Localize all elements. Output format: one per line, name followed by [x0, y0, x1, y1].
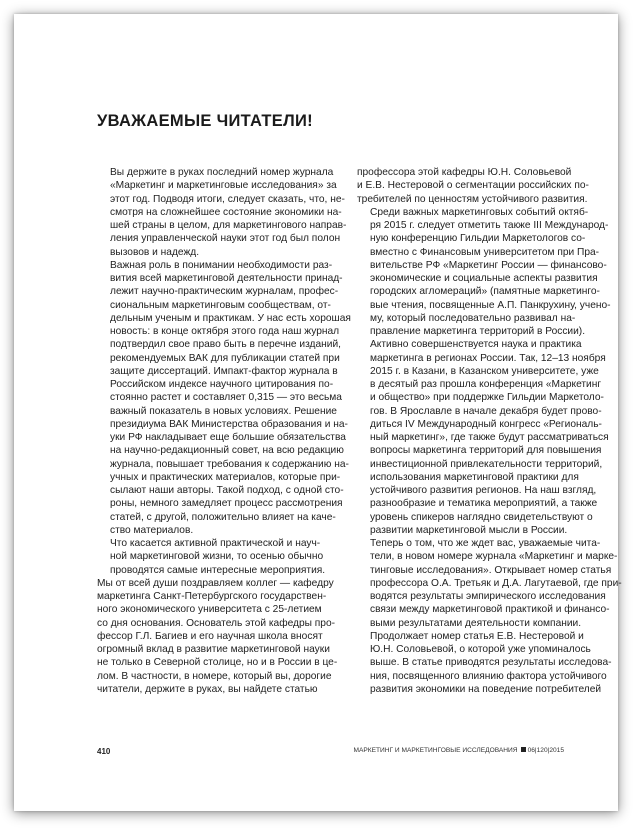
text-line: му, который последовательно развивал на- — [370, 312, 576, 324]
text-line: не только в Северной столице, но и в России в це- — [97, 657, 338, 669]
text-line: проводятся самые интересные мероприятия. — [110, 564, 326, 576]
text-line: гов. В Ярославле в начале декабря будет прово- — [370, 405, 602, 417]
text-line: стоянно растет и составляет 0,315 — это весьма — [110, 392, 342, 404]
text-line: диться IV Международный конгресс «Региональ- — [370, 418, 602, 430]
page-footer — [97, 747, 564, 759]
text-line: лом. В частности, в номере, который вы, дорогие — [97, 670, 332, 682]
text-line: разнообразие и тематика мероприятий, а также — [370, 498, 598, 510]
text-line: ря 2015 г. следует отметить также III Международ- — [370, 220, 609, 231]
text-line: ной маркетинговой жизни, то осенью обычно — [110, 551, 324, 563]
paragraph — [97, 577, 338, 696]
page-title: УВАЖАЕМЫЕ ЧИТАТЕЛИ! — [97, 112, 313, 130]
text-line: лежит научно-практическим журналам, профес- — [110, 286, 339, 298]
text-line: использования маркетинговой практики для — [370, 471, 579, 483]
text-line: Мы от всей души поздравляем коллег — кафедру — [97, 577, 334, 589]
text-line: развитии маркетинговой мысли в России. — [370, 524, 568, 536]
text-line: со дня основания. Основатель этой кафедры про- — [97, 617, 336, 629]
paragraph — [357, 630, 612, 696]
text-line: вопросы маркетинга территорий для повышения — [370, 445, 602, 457]
text-line: сылают наши авторы. Такой подход, с одной сто- — [110, 485, 344, 496]
text-line: ный маркетинг», где также будут рассматриваться — [370, 432, 609, 443]
document-page — [14, 14, 622, 811]
footer-journal — [353, 747, 564, 754]
journal-name: МАРКЕТИНГ И МАРКЕТИНГОВЫЕ ИССЛЕДОВАНИЯ — [353, 747, 518, 754]
text-line: и Е.В. Нестеровой о сегментации российских по- — [357, 180, 589, 192]
paragraph — [357, 338, 609, 537]
text-line: «Маркетинг и маркетинговые исследования» за — [110, 180, 337, 192]
paragraph — [97, 259, 351, 537]
text-line: правление маркетинга территорий в России). — [370, 326, 586, 337]
text-line: Продолжает номер статья Е.В. Нестеровой и — [370, 630, 584, 642]
text-line: уровень спикеров наглядно свидетельствуют о — [370, 511, 593, 523]
text-line: инвестиционной привлекательности территорий, — [370, 458, 603, 470]
text-line: дельным ученым и практикам. У нас есть хорошая — [110, 312, 351, 324]
text-line: этот год. Подводя итоги, следует сказать, что, не- — [110, 193, 345, 205]
text-line: шей страны в целом, для маркетингового направ- — [110, 220, 347, 231]
text-line: тели, в новом номере журнала «Маркетинг и марке- — [370, 551, 618, 563]
square-separator-icon — [521, 747, 526, 752]
right-column — [357, 166, 622, 696]
text-line: вместно с Финансовым университетом при Пра- — [370, 246, 600, 258]
text-line: маркетинга в регионах России. Так, 12–13 ноября — [370, 352, 606, 364]
text-line: Вы держите в руках последний номер журнала — [110, 167, 334, 178]
text-line: связи между маркетинговой практикой и финансо- — [370, 604, 610, 616]
paragraph — [97, 166, 347, 259]
text-line: профессора О.А. Третьяк и Д.А. Лагутаевой, где при- — [370, 577, 622, 589]
text-line: уки РФ накладывает еще большие обязательства — [110, 432, 346, 443]
text-line: ную конференцию Гильдии Маркетологов со- — [370, 233, 586, 245]
text-line: читатели, держите в руках, вы найдете статью — [97, 683, 318, 695]
paragraph — [357, 166, 589, 206]
text-line: требителей по ценностям устойчивого развития. — [357, 193, 588, 205]
text-line: огромный вклад в развитие маркетинговой науки — [97, 644, 330, 655]
text-line: ния, посвященного влиянию фактора устойчивого — [370, 670, 607, 682]
text-line: выми результатами деятельности компании. — [370, 617, 582, 629]
text-line: вые чтения, посвященные А.П. Панкрухину, учено- — [370, 299, 611, 311]
text-line: водятся результаты эмпирического исследования — [370, 591, 606, 602]
text-line: рекомендуемых ВАК для публикации статей при — [110, 352, 340, 364]
text-line: Российском индексе научного цитирования по- — [110, 379, 334, 390]
text-line: ления управленческой науки этот год был полон — [110, 233, 341, 245]
text-line: журнала, повышает требования к содержанию на- — [110, 458, 349, 470]
text-line: Что касается активной практической и науч- — [110, 538, 321, 549]
text-line: вития всей маркетинговой деятельности принад- — [110, 273, 343, 284]
text-line: маркетинга Санкт-Петербургского государствен- — [97, 591, 327, 602]
left-column — [97, 166, 351, 696]
text-line: Ю.Н. Соловьевой, о которой уже упоминалось — [370, 644, 591, 655]
text-line: в десятый раз прошла конференция «Маркетинг — [370, 379, 602, 390]
paragraph — [357, 206, 611, 339]
text-line: ного экономического университета с 25-летием — [97, 604, 322, 616]
text-line: статей, с другой, положительно влияет на каче- — [110, 511, 336, 523]
text-line: экономические и социальные аспекты развития — [370, 273, 598, 284]
text-line: смотря на сложнейшее состояние экономики на- — [110, 206, 342, 218]
text-line: фессор Г.Л. Багиев и его научная школа вносят — [97, 630, 323, 642]
text-line: ство материалов. — [110, 524, 194, 536]
issue-number: 06|120|2015 — [527, 747, 564, 754]
text-line: новость: в конце октября этого года наш журнал — [110, 326, 340, 337]
text-line: тинговые исследования». Открывает номер статья — [370, 564, 612, 576]
text-line: и общество» при поддержке Гильдии Маркетоло- — [370, 392, 604, 404]
text-line: выше. В статье приводятся результаты исследова- — [370, 657, 612, 669]
text-line: вительстве РФ «Маркетинг России — финансово- — [370, 259, 607, 271]
text-line: сиональным маркетинговым сообществам, от- — [110, 299, 331, 311]
text-line: Активно совершенствуется наука и практика — [370, 339, 582, 351]
paragraph — [357, 537, 622, 630]
text-line: Важная роль в понимании необходимости раз- — [110, 259, 333, 271]
paragraph — [97, 537, 329, 577]
text-line: профессора этой кафедры Ю.Н. Соловьевой — [357, 167, 572, 178]
text-line: роны, немного замедляет процесс рассмотрения — [110, 498, 343, 510]
text-line: на научно-редакционный совет, на всю редакцию — [110, 445, 344, 457]
text-line: Среди важных маркетинговых событий октяб- — [370, 206, 589, 218]
text-line: вызовов и надежд. — [110, 246, 200, 258]
text-line: важный показатель в новых условиях. Решение — [110, 405, 337, 417]
text-line: учных и практических материалов, которые при- — [110, 471, 341, 483]
text-line: 2015 г. в Казани, в Казанском университете, уже — [370, 365, 599, 377]
text-line: президиума ВАК Министерства образования и на- — [110, 418, 348, 430]
text-line: Теперь о том, что же ждет вас, уважаемые чита- — [370, 538, 601, 549]
text-line: подтвердил свое право быть в перечне изданий, — [110, 339, 341, 351]
page-number: 410 — [97, 747, 111, 756]
text-line: защите диссертаций. Импакт-фактор журнала в — [110, 365, 338, 377]
text-line: развития экономики на поведение потребителей — [370, 683, 602, 695]
text-line: городских агломераций» (памятные маркетинго- — [370, 286, 600, 298]
text-line: устойчивого развития регионов. На наш взгляд, — [370, 485, 597, 496]
